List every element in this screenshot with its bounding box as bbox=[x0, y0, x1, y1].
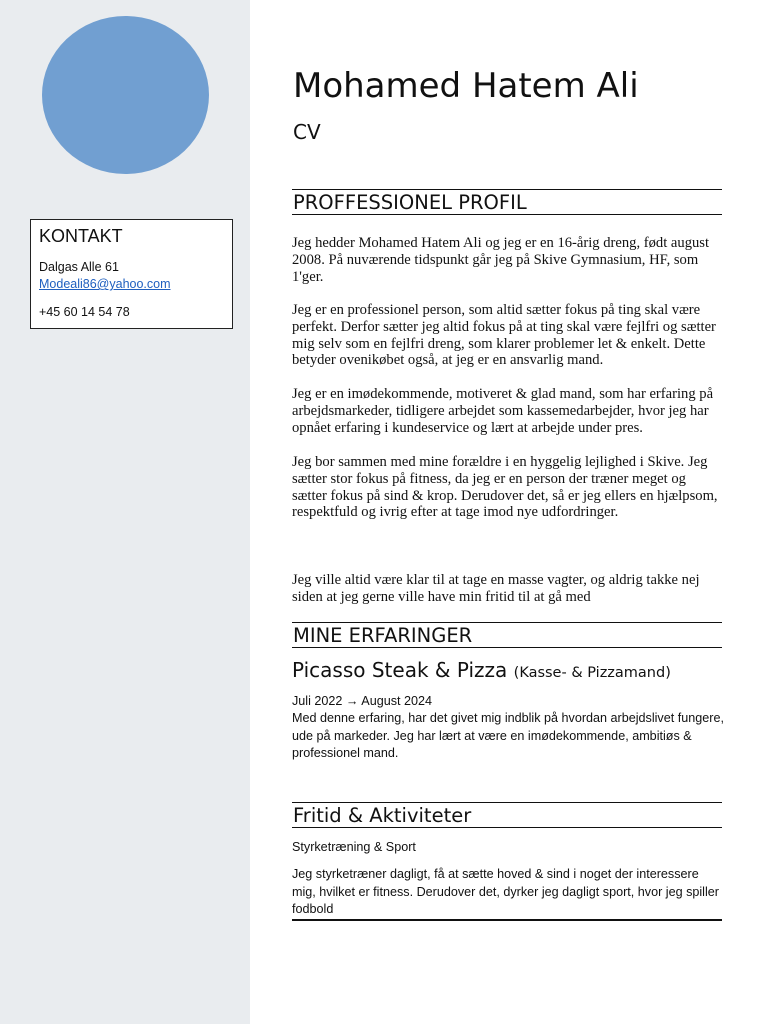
job-title bbox=[292, 658, 671, 682]
leisure-section-header bbox=[292, 802, 722, 828]
leisure-subheading: Styrketræning & Sport bbox=[292, 840, 416, 854]
profile-photo-placeholder bbox=[42, 16, 209, 174]
document-subtitle: CV bbox=[293, 120, 321, 144]
job-period: Juli 2022 → August 2024 bbox=[292, 694, 433, 708]
profile-heading: PROFFESSIONEL PROFIL bbox=[293, 191, 527, 214]
job-company: Picasso Steak & Pizza bbox=[292, 658, 508, 682]
job-role: (Kasse- & Pizzamand) bbox=[513, 665, 671, 681]
contact-email-link[interactable]: Modeali86@yahoo.com bbox=[39, 277, 171, 291]
bottom-divider bbox=[292, 919, 722, 921]
person-name: Mohamed Hatem Ali bbox=[293, 66, 639, 106]
contact-address: Dalgas Alle 61 bbox=[39, 260, 119, 274]
contact-heading: KONTAKT bbox=[39, 226, 123, 246]
profile-paragraph: Jeg er en professionel person, som altid sætter fokus på ting skal være perfekt. Derfor sætter jeg altid fokus på at ting skal være fejlfri og sætter mig selv som en fejlfri dreng, som klarer problemer let & enkelt. Dette betyder ovenikøbet også, at jeg er en ansvarlig mand. bbox=[292, 302, 716, 369]
contact-phone: +45 60 14 54 78 bbox=[39, 305, 130, 319]
job-description: Med denne erfaring, har det givet mig indblik på hvordan arbejdslivet fungere, ude på markeder. Jeg har lært at være en imødekommende, ambitiøs & professionel mand. bbox=[292, 711, 724, 760]
profile-paragraph: Jeg hedder Mohamed Hatem Ali og jeg er en 16-årig dreng, født august 2008. På nuværende tidspunkt går jeg på Skive Gymnasium, HF, som 1'ger. bbox=[292, 235, 710, 285]
leisure-heading: Fritid & Aktiviteter bbox=[293, 804, 472, 827]
profile-paragraph: Jeg ville altid være klar til at tage en masse vagter, og aldrig takke nej siden at jeg gerne ville have min fritid til at gå med bbox=[292, 572, 700, 605]
profile-paragraph: Jeg bor sammen med mine forældre i en hyggelig lejlighed i Skive. Jeg sætter stor fokus på fitness, da jeg er en person der træner meget og sætter fokus på sind & krop. Derudover det, så er jeg ellers en hjælpsom, respektfuld og ivrig efter at tage imod nye udfordringer. bbox=[292, 454, 718, 521]
contact-box bbox=[30, 219, 233, 329]
profile-section-header bbox=[292, 189, 722, 215]
sidebar bbox=[0, 0, 250, 1024]
leisure-description: Jeg styrketræner dagligt, få at sætte hoved & sind i noget der interessere mig, hvilket er fitness. Derudover det, dyrker jeg dagligt sport, hvor jeg spiller fodbold bbox=[292, 867, 719, 916]
experience-section-header bbox=[292, 622, 722, 648]
profile-paragraph: Jeg er en imødekommende, motiveret & glad mand, som har erfaring på arbejdsmarkeder, tidligere arbejdet som kassemedarbejder, hvor jeg har opnået erfaring i kundeservice og lært at arbejde under pres. bbox=[292, 386, 714, 436]
experience-heading: MINE ERFARINGER bbox=[293, 624, 473, 647]
